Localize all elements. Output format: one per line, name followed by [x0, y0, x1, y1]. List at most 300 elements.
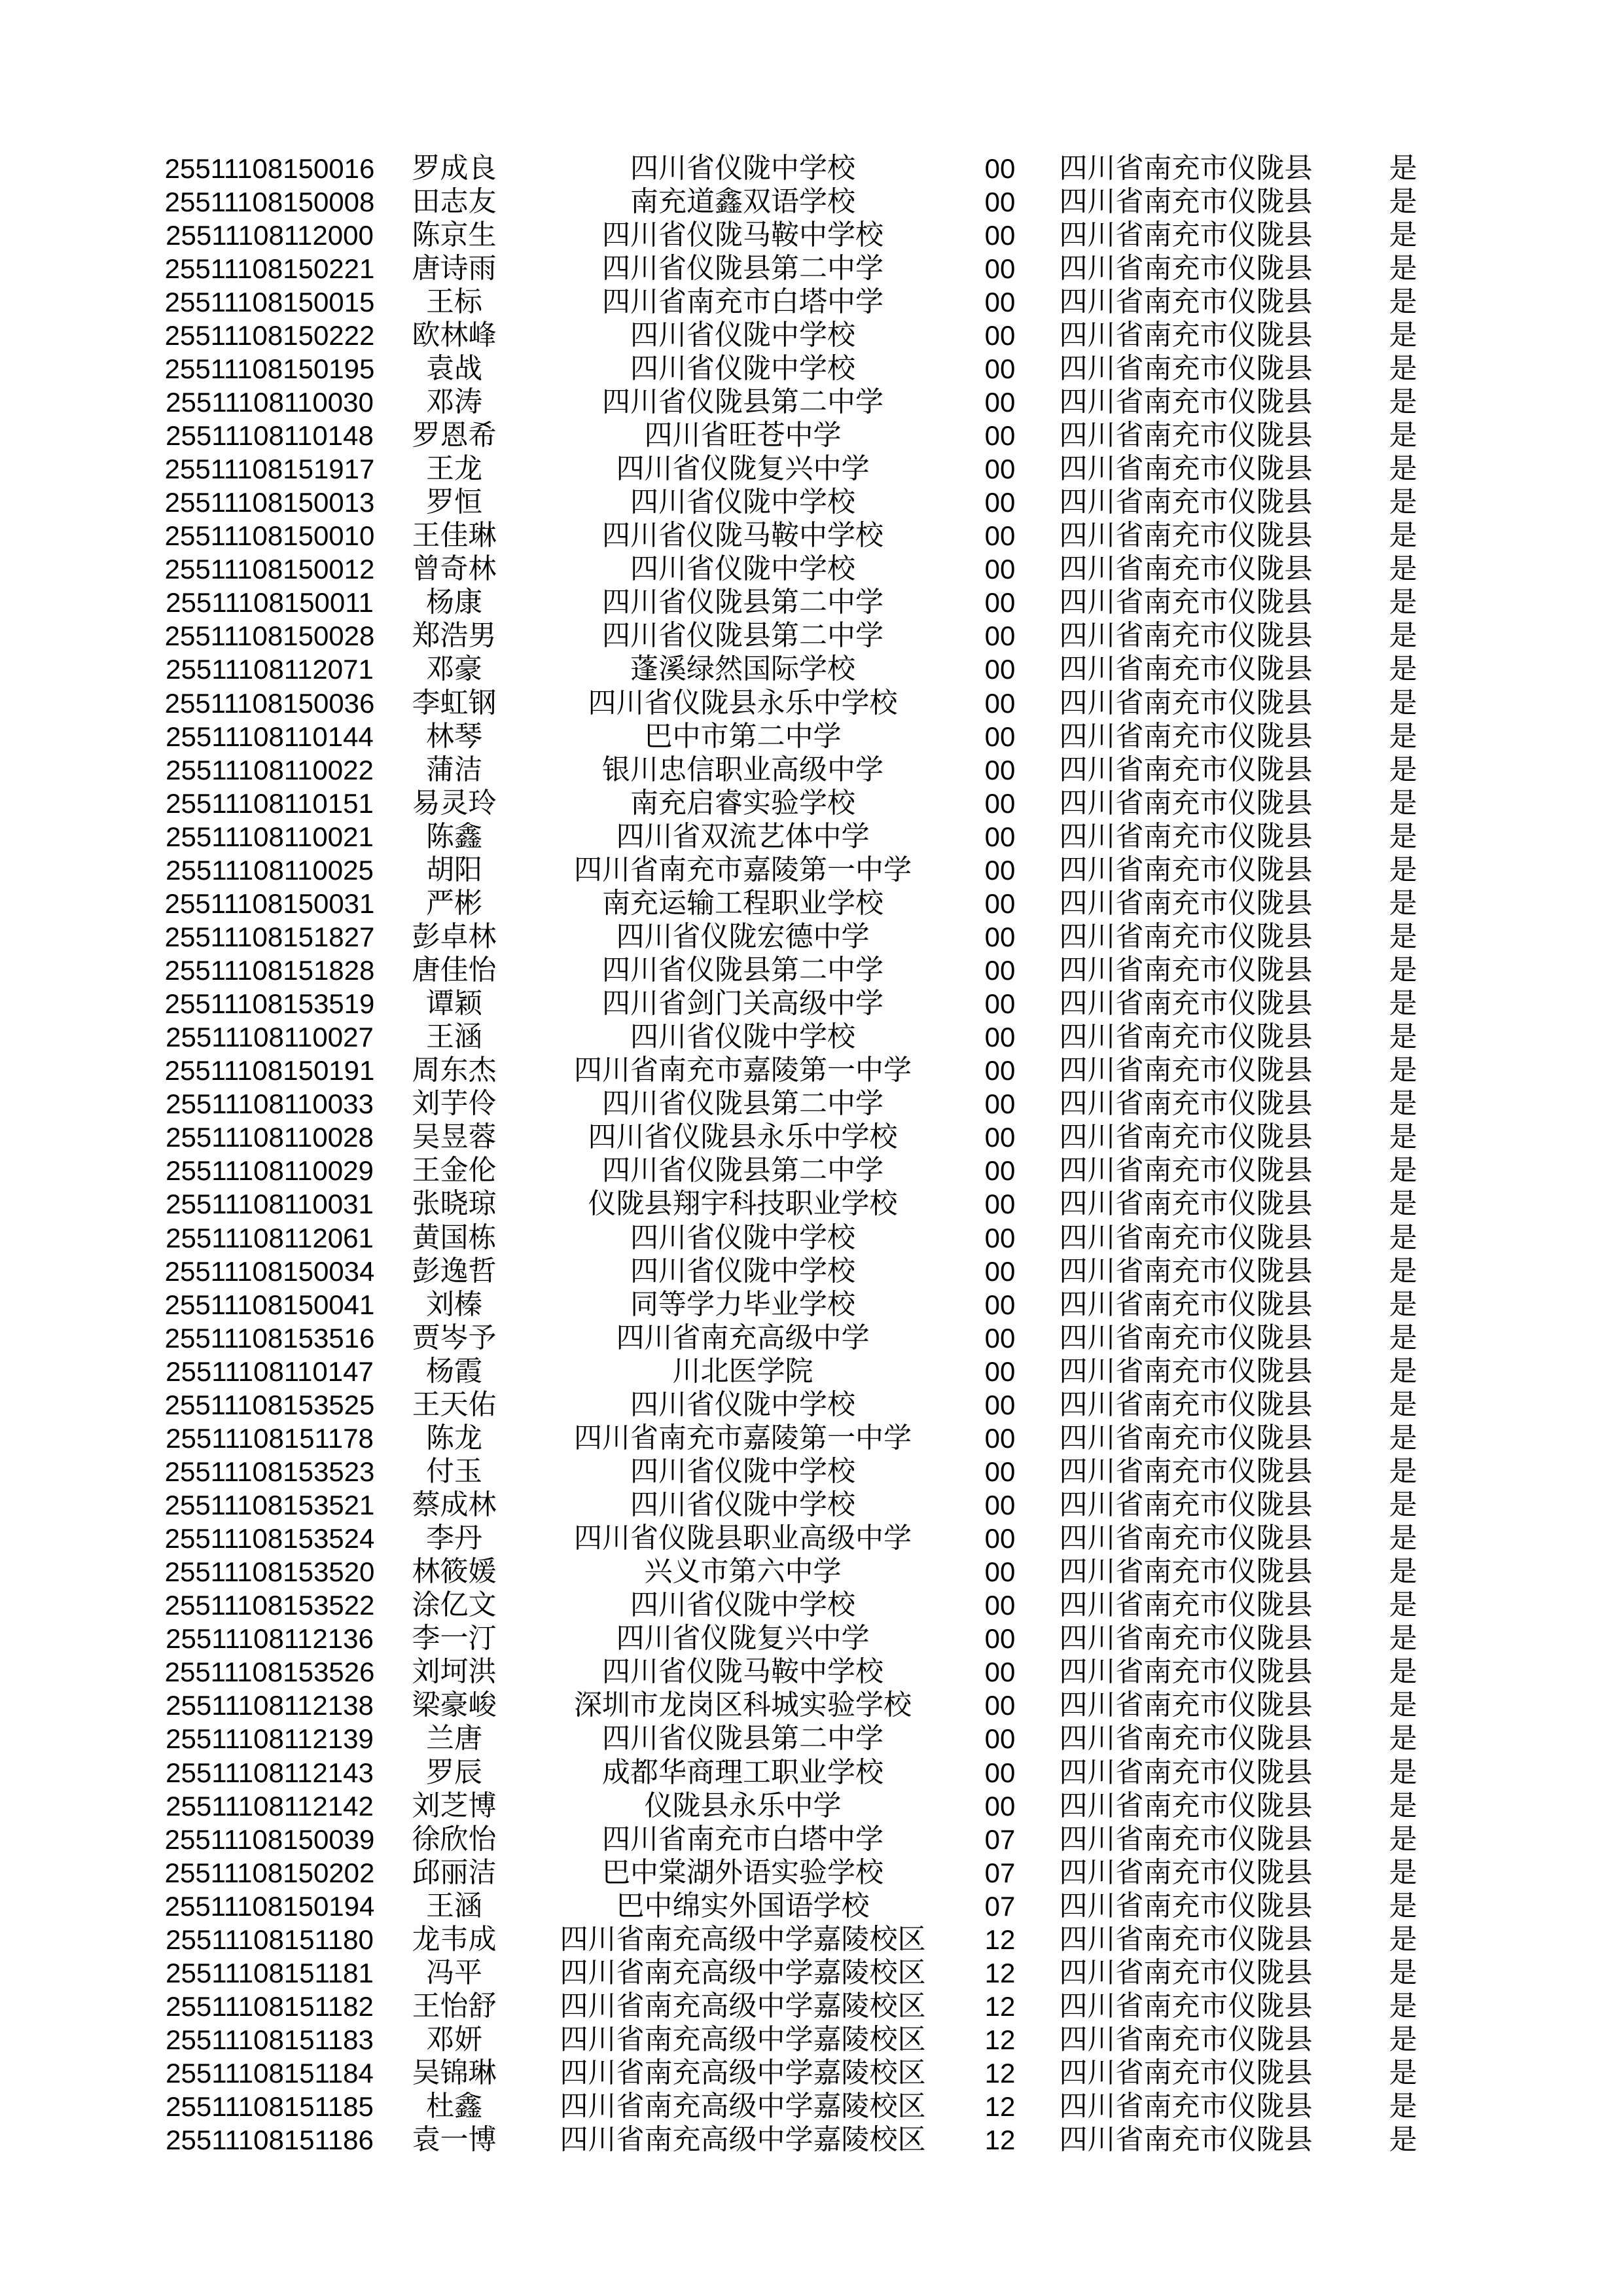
- school-name-cell: 四川省剑门关高级中学: [602, 988, 883, 1020]
- student-name-cell: 李丹: [426, 1523, 482, 1554]
- category-code-cell: 00: [984, 1022, 1016, 1053]
- region-cell: 四川省南充市仪陇县: [1059, 1958, 1313, 1989]
- school-name-cell: 四川省仪陇马鞍中学校: [602, 220, 883, 251]
- region-cell: 四川省南充市仪陇县: [1059, 187, 1313, 218]
- confirmed-flag-cell: 是: [1389, 2091, 1418, 2123]
- category-code-cell: 00: [984, 454, 1016, 485]
- student-name-cell: 欧林峰: [412, 320, 497, 351]
- student-name-cell: 陈京生: [412, 220, 497, 251]
- category-code-cell: 00: [984, 554, 1016, 585]
- student-name-cell: 张晓琼: [412, 1189, 497, 1220]
- confirmed-flag-cell: 是: [1389, 955, 1418, 986]
- school-name-cell: 四川省仪陇中学校: [630, 1256, 855, 1287]
- school-name-cell: 四川省仪陇县第二中学: [602, 620, 883, 652]
- student-name-cell: 李一汀: [412, 1623, 497, 1655]
- confirmed-flag-cell: 是: [1389, 1022, 1418, 1053]
- confirmed-flag-cell: 是: [1389, 1757, 1418, 1789]
- exam-id-cell: 25511108150015: [164, 286, 375, 317]
- exam-id-cell: 25511108151181: [166, 1957, 374, 1988]
- student-name-cell: 吴锦琳: [412, 2058, 497, 2089]
- student-name-cell: 蔡成林: [412, 1490, 497, 1521]
- exam-id-cell: 25511108151180: [166, 1924, 374, 1955]
- confirmed-flag-cell: 是: [1389, 1523, 1418, 1554]
- region-cell: 四川省南充市仪陇县: [1059, 654, 1313, 685]
- table-row: [0, 1623, 1623, 1656]
- school-name-cell: 四川省仪陇马鞍中学校: [602, 520, 883, 552]
- confirmed-flag-cell: 是: [1389, 922, 1418, 953]
- table-row: [0, 1255, 1623, 1288]
- table-row: [0, 1088, 1623, 1121]
- confirmed-flag-cell: 是: [1389, 755, 1418, 786]
- school-name-cell: 四川省仪陇中学校: [630, 1223, 855, 1254]
- region-cell: 四川省南充市仪陇县: [1059, 487, 1313, 518]
- region-cell: 四川省南充市仪陇县: [1059, 1390, 1313, 1421]
- student-name-cell: 王涵: [426, 1022, 482, 1053]
- confirmed-flag-cell: 是: [1389, 554, 1418, 585]
- category-code-cell: 00: [984, 1255, 1016, 1287]
- school-name-cell: 四川省仪陇中学校: [630, 320, 855, 351]
- confirmed-flag-cell: 是: [1389, 220, 1418, 251]
- exam-id-cell: 25511108150008: [164, 186, 375, 217]
- table-row: [0, 820, 1623, 853]
- student-name-cell: 吴昱蓉: [412, 1122, 497, 1153]
- region-cell: 四川省南充市仪陇县: [1059, 1824, 1313, 1856]
- school-name-cell: 四川省仪陇中学校: [630, 554, 855, 585]
- student-name-cell: 王龙: [426, 454, 482, 485]
- category-code-cell: 00: [984, 1723, 1016, 1755]
- category-code-cell: 00: [984, 1590, 1016, 1621]
- school-name-cell: 银川忠信职业高级中学: [602, 755, 883, 786]
- exam-id-cell: 25511108110151: [166, 787, 374, 819]
- confirmed-flag-cell: 是: [1389, 1556, 1418, 1588]
- school-name-cell: 四川省仪陇中学校: [630, 1390, 855, 1421]
- school-name-cell: 四川省仪陇中学校: [630, 1456, 855, 1488]
- school-name-cell: 四川省仪陇复兴中学: [616, 454, 870, 485]
- category-code-cell: 00: [984, 787, 1016, 819]
- category-code-cell: 00: [984, 1189, 1016, 1220]
- confirmed-flag-cell: 是: [1389, 1857, 1418, 1889]
- confirmed-flag-cell: 是: [1389, 1991, 1418, 2022]
- school-name-cell: 四川省仪陇马鞍中学校: [602, 1657, 883, 1688]
- exam-id-cell: 25511108153520: [164, 1556, 375, 1588]
- category-code-cell: 12: [984, 1957, 1016, 1988]
- confirmed-flag-cell: 是: [1389, 520, 1418, 552]
- exam-id-cell: 25511108110031: [166, 1189, 374, 1220]
- exam-id-cell: 25511108110144: [166, 721, 374, 752]
- school-name-cell: 深圳市龙岗区科城实验学校: [574, 1690, 912, 1721]
- exam-id-cell: 25511108150036: [164, 687, 375, 719]
- confirmed-flag-cell: 是: [1389, 320, 1418, 351]
- region-cell: 四川省南充市仪陇县: [1059, 587, 1313, 619]
- category-code-cell: 00: [984, 1289, 1016, 1320]
- student-name-cell: 王佳琳: [412, 520, 497, 552]
- category-code-cell: 00: [984, 152, 1016, 184]
- table-row: [0, 1689, 1623, 1723]
- region-cell: 四川省南充市仪陇县: [1059, 1924, 1313, 1956]
- table-row: [0, 252, 1623, 285]
- table-row: [0, 1455, 1623, 1488]
- region-cell: 四川省南充市仪陇县: [1059, 554, 1313, 585]
- exam-id-cell: 25511108110022: [166, 754, 374, 785]
- exam-id-cell: 25511108150202: [164, 1857, 375, 1888]
- table-row: [0, 1054, 1623, 1088]
- school-name-cell: 四川省仪陇县永乐中学校: [588, 1122, 898, 1153]
- category-code-cell: 00: [984, 487, 1016, 518]
- confirmed-flag-cell: 是: [1389, 353, 1418, 385]
- table-row: [0, 285, 1623, 319]
- student-name-cell: 王怡舒: [412, 1991, 497, 2022]
- confirmed-flag-cell: 是: [1389, 1289, 1418, 1321]
- school-name-cell: 四川省仪陇中学校: [630, 1022, 855, 1053]
- student-name-cell: 梁豪峻: [412, 1690, 497, 1721]
- confirmed-flag-cell: 是: [1389, 487, 1418, 518]
- region-cell: 四川省南充市仪陇县: [1059, 1657, 1313, 1688]
- student-name-cell: 贾岑予: [412, 1323, 497, 1354]
- category-code-cell: 00: [984, 420, 1016, 452]
- school-name-cell: 四川省仪陇复兴中学: [616, 1623, 870, 1655]
- exam-id-cell: 25511108112143: [166, 1757, 374, 1788]
- region-cell: 四川省南充市仪陇县: [1059, 1055, 1313, 1086]
- student-name-cell: 徐欣怡: [412, 1824, 497, 1856]
- school-name-cell: 巴中市第二中学: [644, 721, 842, 753]
- exam-id-cell: 25511108112138: [166, 1690, 374, 1721]
- exam-id-cell: 25511108150028: [164, 620, 375, 652]
- school-name-cell: 四川省仪陇中学校: [630, 353, 855, 385]
- student-name-cell: 邓妍: [426, 2024, 482, 2056]
- exam-id-cell: 25511108150016: [164, 152, 375, 184]
- school-name-cell: 四川省仪陇县永乐中学校: [588, 688, 898, 719]
- category-code-cell: 00: [984, 286, 1016, 317]
- region-cell: 四川省南充市仪陇县: [1059, 1723, 1313, 1755]
- category-code-cell: 00: [984, 219, 1016, 251]
- category-code-cell: 00: [984, 1355, 1016, 1387]
- school-name-cell: 四川省仪陇宏德中学: [616, 922, 870, 953]
- exam-id-cell: 25511108151184: [166, 2058, 374, 2089]
- student-name-cell: 李虹钢: [412, 688, 497, 719]
- exam-id-cell: 25511108150012: [164, 554, 375, 585]
- region-cell: 四川省南充市仪陇县: [1059, 1891, 1313, 1922]
- table-row: [0, 620, 1623, 653]
- region-cell: 四川省南充市仪陇县: [1059, 1088, 1313, 1120]
- region-cell: 四川省南充市仪陇县: [1059, 888, 1313, 920]
- exam-id-cell: 25511108153526: [164, 1657, 375, 1688]
- confirmed-flag-cell: 是: [1389, 988, 1418, 1020]
- category-code-cell: 00: [984, 1657, 1016, 1688]
- region-cell: 四川省南充市仪陇县: [1059, 721, 1313, 753]
- region-cell: 四川省南充市仪陇县: [1059, 1590, 1313, 1621]
- student-name-cell: 罗辰: [426, 1757, 482, 1789]
- confirmed-flag-cell: 是: [1389, 1256, 1418, 1287]
- table-row: [0, 1188, 1623, 1221]
- exam-id-cell: 25511108150031: [164, 888, 375, 919]
- school-name-cell: 仪陇县翔宇科技职业学校: [588, 1189, 898, 1220]
- table-row: [0, 420, 1623, 453]
- confirmed-flag-cell: 是: [1389, 1958, 1418, 1989]
- table-row: [0, 753, 1623, 787]
- table-row: [0, 1589, 1623, 1623]
- table-row: [0, 1756, 1623, 1789]
- table-row: [0, 1288, 1623, 1321]
- exam-id-cell: 25511108150011: [166, 587, 374, 619]
- student-name-cell: 易灵玲: [412, 788, 497, 819]
- exam-id-cell: 25511108150195: [164, 353, 375, 384]
- table-row: [0, 988, 1623, 1021]
- table-row: [0, 486, 1623, 520]
- student-name-cell: 林筱媛: [412, 1556, 497, 1588]
- exam-id-cell: 25511108110030: [166, 386, 374, 418]
- region-cell: 四川省南充市仪陇县: [1059, 1857, 1313, 1889]
- confirmed-flag-cell: 是: [1389, 1657, 1418, 1688]
- table-row: [0, 1522, 1623, 1556]
- category-code-cell: 00: [984, 1055, 1016, 1086]
- confirmed-flag-cell: 是: [1389, 1456, 1418, 1488]
- category-code-cell: 00: [984, 687, 1016, 719]
- confirmed-flag-cell: 是: [1389, 2058, 1418, 2089]
- student-name-cell: 陈鑫: [426, 821, 482, 853]
- table-row: [0, 853, 1623, 887]
- confirmed-flag-cell: 是: [1389, 1690, 1418, 1721]
- confirmed-flag-cell: 是: [1389, 688, 1418, 719]
- school-name-cell: 四川省南充市白塔中学: [602, 1824, 883, 1856]
- school-name-cell: 四川省南充高级中学嘉陵校区: [560, 1991, 926, 2022]
- table-row: [0, 720, 1623, 753]
- table-row: [0, 1990, 1623, 2023]
- region-cell: 四川省南充市仪陇县: [1059, 1323, 1313, 1354]
- region-cell: 四川省南充市仪陇县: [1059, 2125, 1313, 2156]
- category-code-cell: 07: [984, 1890, 1016, 1922]
- student-name-cell: 谭颖: [426, 988, 482, 1020]
- confirmed-flag-cell: 是: [1389, 1356, 1418, 1388]
- exam-id-cell: 25511108112000: [166, 219, 374, 251]
- table-row: [0, 1155, 1623, 1188]
- confirmed-flag-cell: 是: [1389, 2125, 1418, 2156]
- region-cell: 四川省南充市仪陇县: [1059, 755, 1313, 786]
- student-name-cell: 王标: [426, 287, 482, 318]
- category-code-cell: 00: [984, 1690, 1016, 1721]
- category-code-cell: 00: [984, 353, 1016, 384]
- confirmed-flag-cell: 是: [1389, 420, 1418, 452]
- exam-id-cell: 25511108110025: [166, 854, 374, 886]
- student-name-cell: 胡阳: [426, 855, 482, 886]
- region-cell: 四川省南充市仪陇县: [1059, 922, 1313, 953]
- school-name-cell: 四川省南充市白塔中学: [602, 287, 883, 318]
- table-row: [0, 1823, 1623, 1856]
- region-cell: 四川省南充市仪陇县: [1059, 1523, 1313, 1554]
- school-name-cell: 南充启睿实验学校: [630, 788, 855, 819]
- student-name-cell: 罗恩希: [412, 420, 497, 452]
- school-name-cell: 四川省仪陇中学校: [630, 487, 855, 518]
- region-cell: 四川省南充市仪陇县: [1059, 153, 1313, 185]
- confirmed-flag-cell: 是: [1389, 2024, 1418, 2056]
- exam-id-cell: 25511108112071: [166, 654, 374, 685]
- category-code-cell: 00: [984, 520, 1016, 552]
- student-name-cell: 刘芝博: [412, 1791, 497, 1822]
- table-row: [0, 787, 1623, 820]
- school-name-cell: 四川省南充高级中学嘉陵校区: [560, 1924, 926, 1956]
- table-row: [0, 1388, 1623, 1422]
- student-name-cell: 唐诗雨: [412, 253, 497, 285]
- confirmed-flag-cell: 是: [1389, 153, 1418, 185]
- region-cell: 四川省南充市仪陇县: [1059, 988, 1313, 1020]
- school-name-cell: 兴义市第六中学: [644, 1556, 842, 1588]
- exam-id-cell: 25511108112142: [166, 1790, 374, 1821]
- region-cell: 四川省南充市仪陇县: [1059, 387, 1313, 418]
- school-name-cell: 四川省仪陇县第二中学: [602, 387, 883, 418]
- table-row: [0, 1422, 1623, 1455]
- student-name-cell: 邓豪: [426, 654, 482, 685]
- category-code-cell: 07: [984, 1823, 1016, 1855]
- region-cell: 四川省南充市仪陇县: [1059, 1623, 1313, 1655]
- confirmed-flag-cell: 是: [1389, 1824, 1418, 1856]
- student-name-cell: 付玉: [426, 1456, 482, 1488]
- category-code-cell: 00: [984, 253, 1016, 284]
- category-code-cell: 12: [984, 2125, 1016, 2156]
- school-name-cell: 四川省南充市嘉陵第一中学: [574, 1055, 912, 1086]
- school-name-cell: 四川省仪陇县第二中学: [602, 587, 883, 619]
- student-name-cell: 刘坷洪: [412, 1657, 497, 1688]
- category-code-cell: 00: [984, 1623, 1016, 1655]
- table-row: [0, 1856, 1623, 1890]
- table-row: [0, 152, 1623, 185]
- student-name-cell: 杨霞: [426, 1356, 482, 1388]
- table-row: [0, 219, 1623, 252]
- student-name-cell: 唐佳怡: [412, 955, 497, 986]
- table-row: [0, 1556, 1623, 1589]
- exam-id-cell: 25511108150221: [164, 253, 375, 284]
- category-code-cell: 00: [984, 821, 1016, 852]
- school-name-cell: 蓬溪绿然国际学校: [630, 654, 855, 685]
- region-cell: 四川省南充市仪陇县: [1059, 1155, 1313, 1187]
- confirmed-flag-cell: 是: [1389, 587, 1418, 619]
- confirmed-flag-cell: 是: [1389, 454, 1418, 485]
- region-cell: 四川省南充市仪陇县: [1059, 320, 1313, 351]
- region-cell: 四川省南充市仪陇县: [1059, 1490, 1313, 1521]
- region-cell: 四川省南充市仪陇县: [1059, 1791, 1313, 1822]
- exam-id-cell: 25511108150034: [164, 1255, 375, 1287]
- exam-id-cell: 25511108150194: [164, 1890, 375, 1922]
- student-name-cell: 彭逸哲: [412, 1256, 497, 1287]
- region-cell: 四川省南充市仪陇县: [1059, 1122, 1313, 1153]
- category-code-cell: 00: [984, 1222, 1016, 1253]
- table-row: [0, 2057, 1623, 2090]
- region-cell: 四川省南充市仪陇县: [1059, 955, 1313, 986]
- school-name-cell: 四川省南充高级中学嘉陵校区: [560, 2125, 926, 2156]
- student-name-cell: 袁战: [426, 353, 482, 385]
- exam-id-cell: 25511108153519: [164, 988, 375, 1020]
- category-code-cell: 00: [984, 1088, 1016, 1120]
- region-cell: 四川省南充市仪陇县: [1059, 2091, 1313, 2123]
- school-name-cell: 四川省仪陇县第二中学: [602, 1088, 883, 1120]
- category-code-cell: 00: [984, 386, 1016, 418]
- exam-id-cell: 25511108110147: [166, 1355, 374, 1387]
- table-row: [0, 1321, 1623, 1355]
- table-row: [0, 1489, 1623, 1522]
- school-name-cell: 四川省仪陇中学校: [630, 1490, 855, 1521]
- table-row: [0, 1221, 1623, 1255]
- category-code-cell: 00: [984, 1389, 1016, 1420]
- exam-id-cell: 25511108150039: [164, 1823, 375, 1855]
- category-code-cell: 00: [984, 1556, 1016, 1588]
- category-code-cell: 12: [984, 1990, 1016, 2022]
- student-name-cell: 刘芋伶: [412, 1088, 497, 1120]
- school-name-cell: 四川省仪陇县第二中学: [602, 1723, 883, 1755]
- region-cell: 四川省南充市仪陇县: [1059, 1456, 1313, 1488]
- school-name-cell: 成都华商理工职业学校: [602, 1757, 883, 1789]
- category-code-cell: 00: [984, 955, 1016, 986]
- category-code-cell: 00: [984, 1456, 1016, 1487]
- school-name-cell: 同等学力毕业学校: [630, 1289, 855, 1321]
- school-name-cell: 四川省南充市嘉陵第一中学: [574, 855, 912, 886]
- confirmed-flag-cell: 是: [1389, 620, 1418, 652]
- region-cell: 四川省南充市仪陇县: [1059, 353, 1313, 385]
- confirmed-flag-cell: 是: [1389, 1590, 1418, 1621]
- student-name-cell: 罗成良: [412, 153, 497, 185]
- confirmed-flag-cell: 是: [1389, 1623, 1418, 1655]
- student-name-cell: 陈龙: [426, 1423, 482, 1454]
- table-row: [0, 520, 1623, 553]
- confirmed-flag-cell: 是: [1389, 654, 1418, 685]
- confirmed-flag-cell: 是: [1389, 788, 1418, 819]
- school-name-cell: 四川省仪陇中学校: [630, 1590, 855, 1621]
- confirmed-flag-cell: 是: [1389, 1055, 1418, 1086]
- school-name-cell: 南充道鑫双语学校: [630, 187, 855, 218]
- student-name-cell: 彭卓林: [412, 922, 497, 953]
- category-code-cell: 00: [984, 587, 1016, 619]
- exam-id-cell: 25511108151183: [166, 2024, 374, 2056]
- category-code-cell: 00: [984, 1490, 1016, 1521]
- exam-id-cell: 25511108112136: [166, 1623, 374, 1655]
- exam-id-cell: 25511108153523: [164, 1456, 375, 1487]
- exam-id-cell: 25511108110029: [166, 1155, 374, 1187]
- region-cell: 四川省南充市仪陇县: [1059, 1289, 1313, 1321]
- category-code-cell: 00: [984, 1322, 1016, 1354]
- table-row: [0, 185, 1623, 219]
- region-cell: 四川省南充市仪陇县: [1059, 620, 1313, 652]
- table-row: [0, 586, 1623, 620]
- region-cell: 四川省南充市仪陇县: [1059, 688, 1313, 719]
- school-name-cell: 四川省仪陇县第二中学: [602, 253, 883, 285]
- exam-id-cell: 25511108151186: [166, 2125, 374, 2156]
- category-code-cell: 00: [984, 1757, 1016, 1788]
- exam-id-cell: 25511108153525: [164, 1389, 375, 1420]
- confirmed-flag-cell: 是: [1389, 1390, 1418, 1421]
- exam-id-cell: 25511108153522: [164, 1590, 375, 1621]
- table-row: [0, 352, 1623, 386]
- category-code-cell: 00: [984, 754, 1016, 785]
- school-name-cell: 四川省仪陇县第二中学: [602, 1155, 883, 1187]
- region-cell: 四川省南充市仪陇县: [1059, 1991, 1313, 2022]
- exam-id-cell: 25511108150041: [164, 1289, 375, 1320]
- category-code-cell: 00: [984, 721, 1016, 752]
- category-code-cell: 12: [984, 2058, 1016, 2089]
- confirmed-flag-cell: 是: [1389, 187, 1418, 218]
- table-row: [0, 2090, 1623, 2124]
- exam-id-cell: 25511108110033: [166, 1088, 374, 1120]
- table-row: [0, 954, 1623, 988]
- category-code-cell: 12: [984, 2091, 1016, 2123]
- school-name-cell: 四川省双流艺体中学: [616, 821, 870, 853]
- region-cell: 四川省南充市仪陇县: [1059, 1356, 1313, 1388]
- student-name-cell: 杨康: [426, 587, 482, 619]
- confirmed-flag-cell: 是: [1389, 1155, 1418, 1187]
- student-name-cell: 林琴: [426, 721, 482, 753]
- region-cell: 四川省南充市仪陇县: [1059, 821, 1313, 853]
- exam-id-cell: 25511108112139: [166, 1723, 374, 1755]
- exam-id-cell: 25511108151917: [164, 454, 375, 485]
- category-code-cell: 00: [984, 620, 1016, 652]
- student-name-cell: 袁一博: [412, 2125, 497, 2156]
- region-cell: 四川省南充市仪陇县: [1059, 1189, 1313, 1220]
